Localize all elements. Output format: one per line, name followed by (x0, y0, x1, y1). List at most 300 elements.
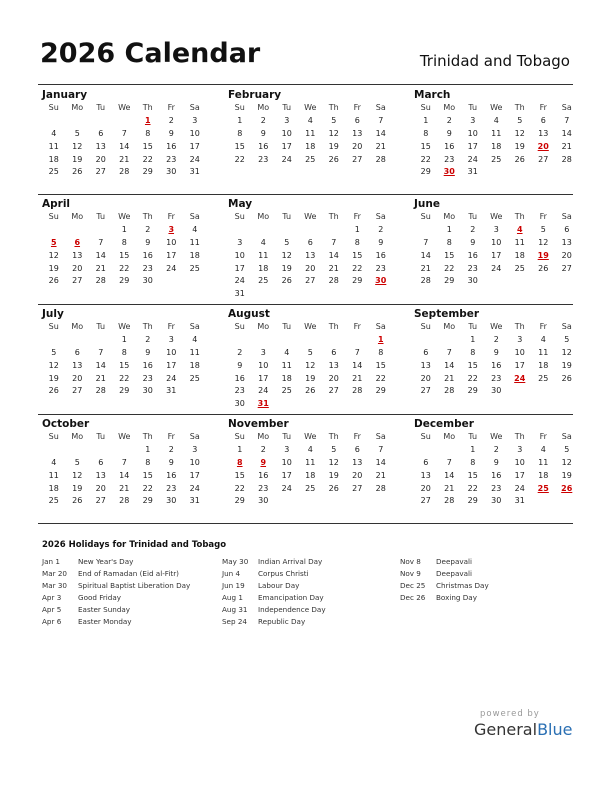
day-cell: 24 (189, 154, 200, 164)
holiday-name: Independence Day (258, 605, 326, 615)
weekday-header: Sa (561, 322, 572, 331)
brand-logo (474, 720, 572, 739)
day-cell: 3 (284, 115, 290, 125)
holiday-date: Mar 20 (42, 569, 67, 579)
weekday-header: Su (48, 322, 59, 331)
day-cell: 8 (237, 128, 243, 138)
brand-text-blue: Blue (537, 720, 573, 739)
day-cell: 22 (420, 154, 431, 164)
day-cell: 12 (281, 250, 292, 260)
day-cell: 28 (444, 386, 455, 396)
empty-cell (228, 334, 252, 347)
day-cell: 9 (145, 347, 151, 357)
day-cell: 24 (467, 154, 478, 164)
day-cell: 17 (467, 141, 478, 151)
day-cell: 15 (352, 250, 363, 260)
day-cell: 29 (234, 496, 245, 506)
day-cell: 15 (142, 141, 153, 151)
weekday-header: Mo (71, 103, 84, 112)
day-cell: 5 (284, 237, 290, 247)
day-cell: 15 (444, 250, 455, 260)
day-cell: 23 (491, 373, 502, 383)
day-cell: 3 (237, 237, 243, 247)
month-name: November (228, 418, 289, 430)
holiday-day: 5 (50, 237, 57, 247)
holiday-name: Boxing Day (436, 593, 477, 603)
weekday-header: Fr (353, 432, 361, 441)
holiday-row (400, 592, 489, 604)
day-cell: 25 (48, 167, 59, 177)
day-cell: 30 (142, 386, 153, 396)
day-cell: 24 (281, 483, 292, 493)
day-cell: 20 (352, 470, 363, 480)
holiday-date: Jun 4 (222, 569, 241, 579)
day-cell: 24 (234, 276, 245, 286)
day-cell: 28 (444, 496, 455, 506)
month-grid (228, 102, 388, 166)
day-cell: 3 (192, 115, 198, 125)
day-cell: 7 (446, 347, 452, 357)
month-grid (228, 211, 388, 301)
weekday-header: Fr (353, 322, 361, 331)
holiday-day: 4 (516, 224, 523, 234)
day-cell: 1 (423, 115, 429, 125)
day-cell: 12 (328, 457, 339, 467)
day-cell: 20 (561, 250, 572, 260)
weekday-header: Su (234, 432, 245, 441)
weekday-header: Su (48, 103, 59, 112)
holiday-date: Jun 19 (222, 581, 245, 591)
day-cell: 4 (307, 115, 313, 125)
empty-cell (66, 334, 90, 347)
day-cell: 2 (446, 115, 452, 125)
month-january (42, 88, 202, 179)
day-cell: 2 (145, 224, 151, 234)
day-cell: 13 (538, 128, 549, 138)
day-cell: 4 (192, 224, 198, 234)
day-cell: 20 (305, 263, 316, 273)
day-cell: 6 (331, 347, 337, 357)
day-cell: 28 (119, 496, 130, 506)
day-cell: 20 (420, 373, 431, 383)
weekday-header: Su (420, 322, 431, 331)
day-cell: 6 (74, 347, 80, 357)
day-cell: 6 (307, 237, 313, 247)
day-cell: 2 (493, 334, 499, 344)
weekday-header: Th (328, 103, 339, 112)
day-cell: 29 (420, 167, 431, 177)
weekday-header: Th (328, 432, 339, 441)
day-cell: 9 (145, 237, 151, 247)
day-cell: 17 (491, 250, 502, 260)
holiday-date: May 30 (222, 557, 249, 566)
day-cell: 9 (168, 128, 174, 138)
day-cell: 15 (375, 360, 386, 370)
day-cell: 30 (142, 276, 153, 286)
day-cell: 28 (375, 483, 386, 493)
day-cell: 16 (491, 470, 502, 480)
holiday-row (222, 568, 326, 580)
day-cell: 12 (514, 128, 525, 138)
day-cell: 26 (561, 373, 572, 383)
day-cell: 25 (48, 496, 59, 506)
day-cell: 10 (234, 250, 245, 260)
day-cell: 14 (119, 141, 130, 151)
day-cell: 5 (564, 334, 570, 344)
day-cell: 20 (72, 263, 83, 273)
day-cell: 27 (72, 386, 83, 396)
weekday-header: Fr (167, 322, 175, 331)
holiday-name: Spiritual Baptist Liberation Day (78, 581, 191, 591)
day-cell: 3 (168, 334, 174, 344)
day-cell: 3 (470, 115, 476, 125)
day-cell: 13 (352, 457, 363, 467)
day-cell: 30 (166, 167, 177, 177)
weekday-header: Tu (468, 432, 478, 441)
empty-cell (42, 444, 66, 457)
day-cell: 1 (237, 444, 243, 454)
day-cell: 15 (142, 470, 153, 480)
weekday-header: We (118, 432, 131, 441)
divider (38, 414, 573, 415)
day-cell: 11 (538, 347, 549, 357)
weekday-header: Tu (96, 212, 106, 221)
day-cell: 28 (328, 276, 339, 286)
holiday-name: Corpus Christi (258, 569, 309, 579)
weekday-header: We (490, 322, 503, 331)
day-cell: 19 (72, 154, 83, 164)
empty-cell (275, 224, 299, 237)
day-cell: 27 (305, 276, 316, 286)
weekday-header: Th (514, 212, 525, 221)
day-cell: 21 (95, 373, 106, 383)
day-cell: 18 (189, 360, 200, 370)
empty-cell (66, 444, 90, 457)
weekday-header: Sa (561, 432, 572, 441)
day-cell: 14 (444, 470, 455, 480)
day-cell: 17 (281, 141, 292, 151)
holiday-date: Apr 5 (42, 605, 62, 615)
empty-cell (228, 224, 252, 237)
empty-cell (66, 224, 90, 237)
day-cell: 23 (258, 483, 269, 493)
month-march (414, 88, 574, 179)
day-cell: 18 (48, 483, 59, 493)
day-cell: 5 (540, 224, 546, 234)
day-cell: 15 (467, 470, 478, 480)
day-cell: 14 (375, 128, 386, 138)
weekday-header: Sa (189, 432, 200, 441)
month-grid (42, 321, 202, 398)
weekday-header: Th (142, 322, 153, 331)
day-cell: 5 (564, 444, 570, 454)
weekday-header: Su (234, 103, 245, 112)
weekday-header: Th (514, 103, 525, 112)
day-cell: 19 (328, 470, 339, 480)
month-grid (228, 431, 388, 508)
day-cell: 19 (561, 360, 572, 370)
weekday-header: We (304, 432, 317, 441)
day-cell: 27 (420, 496, 431, 506)
day-cell: 11 (189, 237, 200, 247)
day-cell: 2 (237, 347, 243, 357)
weekday-header: Sa (189, 322, 200, 331)
holiday-row (42, 616, 190, 628)
weekday-header: Mo (71, 212, 84, 221)
day-cell: 20 (420, 483, 431, 493)
month-may (228, 197, 388, 301)
day-cell: 19 (514, 141, 525, 151)
holiday-row (222, 580, 326, 592)
day-cell: 27 (328, 386, 339, 396)
weekday-header: Su (234, 212, 245, 221)
holiday-date: Jan 1 (42, 557, 60, 566)
month-july (42, 307, 202, 398)
day-cell: 29 (142, 167, 153, 177)
month-august (228, 307, 388, 411)
day-cell: 5 (74, 128, 80, 138)
holiday-row (222, 616, 326, 628)
day-cell: 4 (51, 457, 57, 467)
day-cell: 17 (189, 470, 200, 480)
day-cell: 15 (467, 360, 478, 370)
day-cell: 21 (119, 154, 130, 164)
day-cell: 21 (119, 483, 130, 493)
day-cell: 13 (72, 360, 83, 370)
weekday-header: Fr (539, 322, 547, 331)
day-cell: 11 (514, 237, 525, 247)
day-cell: 12 (328, 128, 339, 138)
weekday-header: Mo (257, 432, 270, 441)
month-name: August (228, 308, 270, 320)
day-cell: 27 (352, 483, 363, 493)
day-cell: 28 (352, 386, 363, 396)
day-cell: 18 (258, 263, 269, 273)
day-cell: 8 (423, 128, 429, 138)
weekday-header: Th (514, 432, 525, 441)
empty-cell (438, 444, 462, 457)
holiday-date: Aug 31 (222, 605, 248, 615)
day-cell: 12 (72, 470, 83, 480)
day-cell: 21 (375, 141, 386, 151)
day-cell: 7 (378, 115, 384, 125)
day-cell: 16 (234, 373, 245, 383)
day-cell: 18 (48, 154, 59, 164)
month-name: January (42, 89, 88, 101)
weekday-header: We (118, 103, 131, 112)
day-cell: 7 (354, 347, 360, 357)
holiday-name: Easter Monday (78, 617, 132, 627)
day-cell: 8 (145, 457, 151, 467)
day-cell: 12 (48, 250, 59, 260)
day-cell: 24 (189, 483, 200, 493)
day-cell: 19 (328, 141, 339, 151)
holiday-date: Dec 26 (400, 593, 426, 603)
day-cell: 7 (98, 347, 104, 357)
day-cell: 13 (305, 250, 316, 260)
day-cell: 27 (561, 263, 572, 273)
day-cell: 23 (142, 373, 153, 383)
day-cell: 21 (444, 373, 455, 383)
day-cell: 23 (234, 386, 245, 396)
day-cell: 1 (145, 444, 151, 454)
holiday-day: 31 (257, 399, 269, 409)
day-cell: 29 (119, 276, 130, 286)
day-cell: 29 (467, 386, 478, 396)
holiday-row (42, 592, 190, 604)
day-cell: 18 (491, 141, 502, 151)
holiday-name: Republic Day (258, 617, 306, 627)
month-grid (414, 211, 574, 288)
empty-cell (252, 334, 276, 347)
day-cell: 31 (166, 386, 177, 396)
day-cell: 10 (491, 237, 502, 247)
holiday-row (400, 580, 489, 592)
day-cell: 9 (493, 347, 499, 357)
day-cell: 2 (168, 115, 174, 125)
day-cell: 13 (420, 470, 431, 480)
day-cell: 13 (328, 360, 339, 370)
day-cell: 15 (119, 250, 130, 260)
holiday-day: 20 (537, 141, 549, 151)
weekday-header: Th (142, 103, 153, 112)
day-cell: 14 (420, 250, 431, 260)
day-cell: 7 (331, 237, 337, 247)
day-cell: 10 (258, 360, 269, 370)
day-cell: 7 (446, 457, 452, 467)
day-cell: 22 (119, 373, 130, 383)
holiday-row (42, 568, 190, 580)
day-cell: 19 (561, 470, 572, 480)
day-cell: 25 (281, 386, 292, 396)
day-cell: 26 (72, 167, 83, 177)
weekday-header: Su (234, 322, 245, 331)
day-cell: 17 (514, 470, 525, 480)
day-cell: 5 (51, 347, 57, 357)
day-cell: 18 (305, 141, 316, 151)
day-cell: 29 (352, 276, 363, 286)
day-cell: 10 (467, 128, 478, 138)
day-cell: 16 (142, 250, 153, 260)
weekday-header: Th (328, 212, 339, 221)
empty-cell (113, 444, 137, 457)
day-cell: 22 (234, 154, 245, 164)
holiday-name: End of Ramadan (Eid al-Fitr) (78, 569, 179, 579)
day-cell: 15 (234, 141, 245, 151)
weekday-header: Su (420, 212, 431, 221)
day-cell: 3 (517, 334, 523, 344)
day-cell: 21 (95, 263, 106, 273)
weekday-header: We (118, 322, 131, 331)
day-cell: 23 (166, 483, 177, 493)
holiday-day: 9 (260, 457, 267, 467)
day-cell: 2 (470, 224, 476, 234)
day-cell: 29 (142, 496, 153, 506)
empty-cell (322, 224, 346, 237)
day-cell: 12 (48, 360, 59, 370)
day-cell: 20 (95, 154, 106, 164)
weekday-header: Sa (561, 103, 572, 112)
weekday-header: Mo (443, 212, 456, 221)
weekday-header: Tu (282, 322, 292, 331)
day-cell: 4 (260, 237, 266, 247)
holiday-day: 1 (144, 115, 151, 125)
empty-cell (42, 334, 66, 347)
day-cell: 25 (305, 154, 316, 164)
day-cell: 24 (258, 386, 269, 396)
day-cell: 17 (189, 141, 200, 151)
day-cell: 18 (538, 470, 549, 480)
empty-cell (299, 224, 323, 237)
holiday-date: Sep 24 (222, 617, 247, 627)
day-cell: 30 (258, 496, 269, 506)
weekday-header: We (304, 212, 317, 221)
holiday-date: Mar 30 (42, 581, 67, 591)
day-cell: 7 (378, 444, 384, 454)
day-cell: 14 (561, 128, 572, 138)
holiday-column (222, 556, 326, 629)
day-cell: 25 (305, 483, 316, 493)
day-cell: 25 (189, 373, 200, 383)
day-cell: 14 (95, 360, 106, 370)
empty-cell (414, 224, 438, 237)
weekday-header: Tu (282, 212, 292, 221)
day-cell: 21 (328, 263, 339, 273)
day-cell: 8 (121, 347, 127, 357)
month-grid (414, 321, 574, 398)
day-cell: 16 (467, 250, 478, 260)
day-cell: 10 (514, 347, 525, 357)
day-cell: 8 (145, 128, 151, 138)
day-cell: 31 (234, 289, 245, 299)
day-cell: 4 (540, 334, 546, 344)
weekday-header: Fr (539, 432, 547, 441)
day-cell: 9 (470, 237, 476, 247)
day-cell: 30 (491, 386, 502, 396)
day-cell: 3 (284, 444, 290, 454)
day-cell: 20 (352, 141, 363, 151)
weekday-header: Fr (353, 103, 361, 112)
day-cell: 16 (491, 360, 502, 370)
day-cell: 1 (470, 334, 476, 344)
weekday-header: Th (142, 212, 153, 221)
day-cell: 26 (281, 276, 292, 286)
day-cell: 23 (467, 263, 478, 273)
day-cell: 6 (354, 444, 360, 454)
weekday-header: Th (328, 322, 339, 331)
empty-cell (438, 334, 462, 347)
day-cell: 7 (423, 237, 429, 247)
day-cell: 4 (493, 115, 499, 125)
day-cell: 19 (48, 373, 59, 383)
weekday-header: Sa (189, 212, 200, 221)
day-cell: 27 (95, 496, 106, 506)
holiday-row (222, 556, 326, 568)
weekday-header: Sa (375, 322, 386, 331)
month-september (414, 307, 574, 398)
day-cell: 29 (375, 386, 386, 396)
day-cell: 13 (95, 141, 106, 151)
month-december (414, 417, 574, 508)
holiday-name: Emancipation Day (258, 593, 324, 603)
day-cell: 28 (561, 154, 572, 164)
day-cell: 14 (95, 250, 106, 260)
day-cell: 11 (538, 457, 549, 467)
day-cell: 24 (491, 263, 502, 273)
day-cell: 14 (119, 470, 130, 480)
day-cell: 19 (72, 483, 83, 493)
day-cell: 14 (375, 457, 386, 467)
